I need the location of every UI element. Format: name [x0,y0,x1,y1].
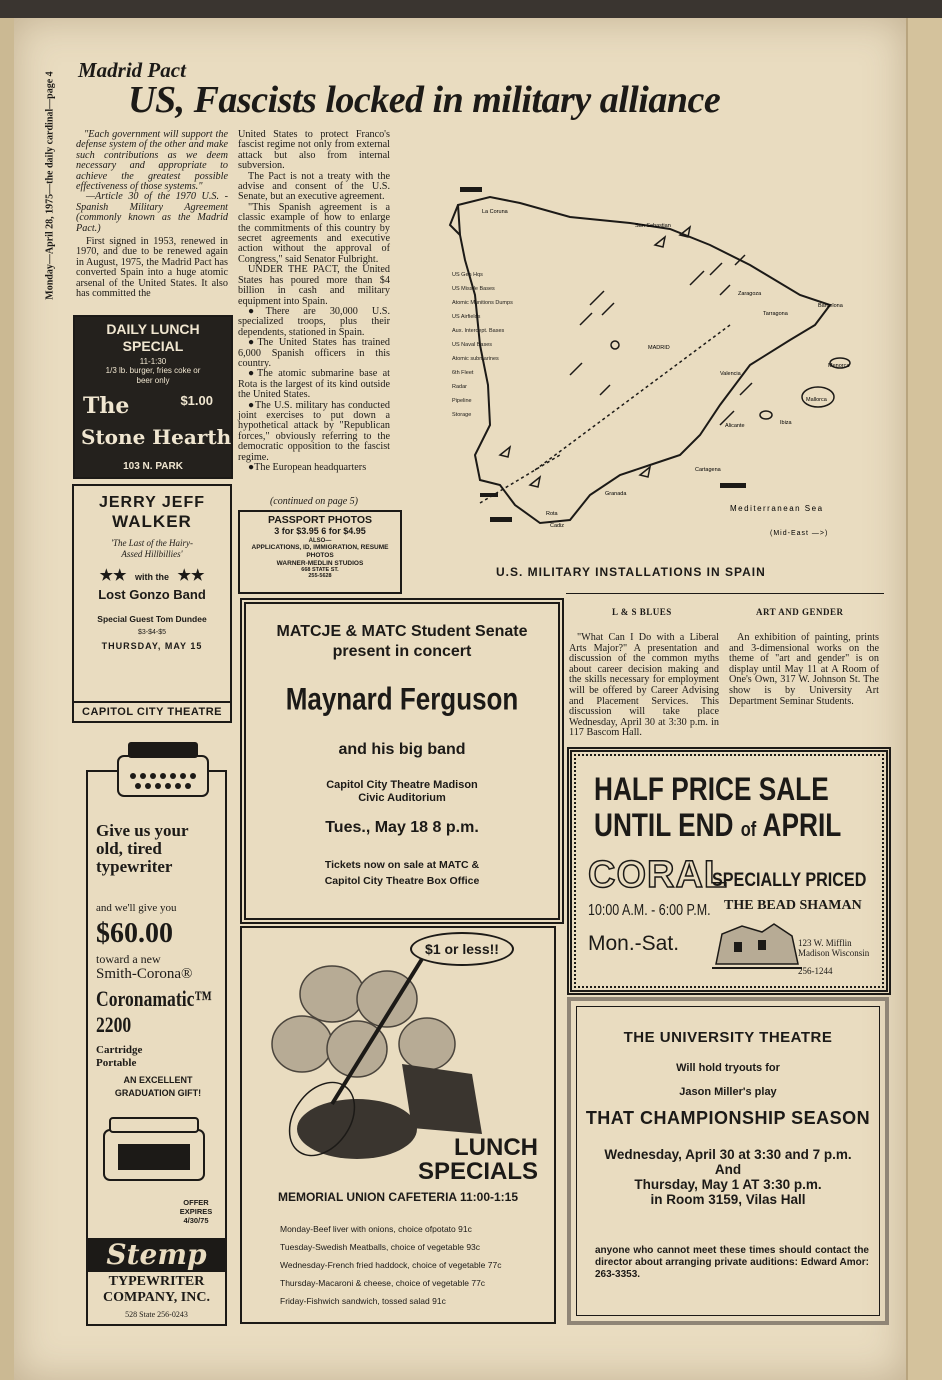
city-label: Alicante [725,423,745,429]
ad-company: TYPEWRITER COMPANY, INC. [103,1274,210,1305]
continued-line: (continued on page 5) [269,496,359,507]
ad-logo-line1: The [83,393,130,419]
ad-band: Lost Gonzo Band [98,587,206,602]
eggs-and-whisk-illustration-icon [262,954,492,1164]
ad-days: Mon.-Sat. [588,932,680,955]
article-bullet: ●There are 30,000 U.S. specialized troops, plus their dependents, stationed in Spain. [238,305,390,338]
city-label: MADRID [648,345,670,351]
city-label: Cadiz [550,523,565,529]
legend-item: Radar [452,384,467,390]
ad-price: 3 for $3.95 6 for $4.95 [274,526,366,536]
ad-prices: $3-$4-$5 [137,629,167,636]
ad-venue: Capitol City Theatre Madison Civic Auditorium [326,779,478,804]
ad-venue: CAPITOL CITY THEATRE [74,701,230,721]
ad-play: THAT CHAMPIONSHIP SEASON [585,1108,871,1128]
ad-when-2: Thursday, May 1 AT 3:30 p.m. [634,1177,822,1192]
ad-headline-2: UNTIL END of APRIL [594,807,842,843]
ad-toward: toward a new [96,952,161,966]
section-rule [566,593,884,594]
ad-model: Coronamatic™ 2200 [96,986,213,1037]
electric-typewriter-illustration-icon [96,1110,216,1190]
ad-address: 668 STATE ST. [301,567,339,573]
article-paragraph: First signed in 1953, renewed in 1970, and due to be renewed again in August, 1975, the Madrid Pact has converted Spain into a huge atomic arsenal of the United States. It also has committed the [76,236,228,300]
city-label: Zaragoza [738,291,762,297]
ad-date: Tues., May 18 8 p.m. [325,819,479,836]
ad-special: SPECIALLY PRICED [712,870,867,891]
article-epigraph-source: —Article 30 of the 1970 U.S. - Spanish Military Agreement (commonly known as the Madrid Pact.) [76,191,228,234]
ad-subtitle: 'The Last of the Hairy-Assed Hillbillies' [111,538,193,559]
legend-item: Pipeline [452,398,472,404]
legend-item: Atomic submarines [452,356,499,362]
city-label: Valencia [720,371,741,377]
city-label: Rota [546,511,558,517]
ad-line: Will hold tryouts for [676,1062,780,1074]
ad-phone: 255-5628 [308,573,332,579]
ad-amount: $60.00 [96,918,173,949]
menu-item: Wednesday-French fried haddock, choice of vegetable 77c [280,1260,502,1270]
ad-title-2: SPECIALS [417,1158,538,1185]
article-column-2 [238,130,390,473]
menu-item: Tuesday-Swedish Meatballs, choice of vegetable 93c [280,1242,481,1252]
ad-hours: 10:00 A.M. - 6:00 P.M. [588,902,711,919]
ad-title: PASSPORT PHOTOS [267,514,373,526]
ad-desc: 1/3 lb. burger, fries coke or beer only [105,366,201,385]
ad-price: $1.00 [180,393,213,408]
ad-guest: Special Guest Tom Dundee [97,614,207,624]
notice-ls-blues: "What Can I Do with a Liberal Arts Major?" A presentation and discussion of the common myths about career decision making and the skills necessary for employment will be offered by Career Advising and Placement Services. This discussion will take place Wednesday, April 30 at 3:30 p.m. in 117 Bascom Hall. [569,632,719,739]
article-column-1 [76,130,228,300]
ad-address: 103 N. PARK [123,461,183,472]
city-label: Granada [605,491,627,497]
article-bullet: ●The United States has trained 6,000 Spanish officers in this country. [238,337,390,369]
article-paragraph: United States to protect Franco's fascist regime not only from external attack but also from internal subversion. [238,129,390,172]
article-bullet: ●The European headquarters [248,462,367,473]
ad-title: THE UNIVERSITY THEATRE [623,1029,833,1046]
article-headline: US, Fascists locked in military alliance [128,79,721,121]
speech-bubble: $1 or less!! [410,932,514,966]
ad-room: in Room 3159, Vilas Hall [650,1192,806,1207]
ad-date: THURSDAY, MAY 15 [101,641,203,651]
stemp-logo: Stemp [88,1238,225,1272]
ad-shop-name: THE BEAD SHAMAN [724,898,862,913]
ad-headline-2: WALKER [112,512,192,531]
menu-list [280,1220,501,1310]
legend-item: 6th Fleet [452,370,474,376]
menu-item: Thursday-Macaroni & cheese, choice of vegetable 77c [280,1278,486,1288]
ad-services: APPLICATIONS, ID, IMMIGRATION, RESUME PHOTOS [251,544,389,559]
city-label: Ibiza [780,420,792,426]
ad-artist: Maynard Ferguson [285,680,519,717]
legend-item: Atomic Munitions Dumps [452,300,513,306]
legend-item: US Naval Bases [452,342,493,348]
ad-address: 123 W. Mifflin Madison Wisconsin [798,938,870,958]
article-paragraph: "This Spanish agreement is a classic example of how to enlarge the commitments of this country by secret agreements and executive action without the approval of Congress," said Senator Fulbright. [238,201,390,265]
passport-photos-ad [238,510,402,594]
ad-studio: WARNER-MEDLIN STUDIOS [276,560,364,567]
menu-item: Friday-Fishwich sandwich, tossed salad 91c [280,1296,446,1306]
city-label: San Sebastian [635,223,671,229]
ad-band: and his big band [338,741,466,758]
maynard-ferguson-ad [240,598,564,924]
map-title: U.S. MILITARY INSTALLATIONS IN SPAIN [496,565,766,579]
legend-item: US Missile Bases [452,286,495,292]
ad-title-1: LUNCH [454,1134,538,1161]
article-paragraph: The Pact is not a treaty with the advise and consent of the U.S. Senate, but an executive agreement. [238,170,390,203]
ad-place: MEMORIAL UNION CAFETERIA 11:00-1:15 [277,1190,519,1204]
city-label: Barcelona [818,303,843,309]
notice-heading: L & S BLUES [612,607,672,617]
ad-title: DAILY LUNCH SPECIAL [106,321,200,354]
star-icon: ★★ [177,567,205,584]
ad-logo-line2: Stone Hearth [81,425,232,449]
ad-headline-1: HALF PRICE SALE [594,771,829,807]
article-bullet: ●The atomic submarine base at Rota is the largest of its kind outside the United States. [238,368,390,401]
ad-when-1: Wednesday, April 30 at 3:30 and 7 p.m. [604,1147,852,1162]
ad-headline-1: JERRY JEFF [98,494,206,511]
stone-hearth-ad [73,315,233,479]
adjacent-page-edge [906,18,942,1380]
ad-note: anyone who cannot meet these times should contact the director about arranging private auditions: Edward Amor: 263-3353. [595,1245,869,1280]
ad-give-line: Give us your old, tired typewriter [96,821,189,876]
ad-brand: Smith-Corona® [96,966,193,982]
binding-edge [0,18,14,1380]
ad-gift: AN EXCELLENT GRADUATION GIFT! [114,1075,202,1098]
typewriter-illustration-icon [108,736,218,806]
ad-and: And [714,1162,742,1177]
article-paragraph: UNDER THE PACT, the United States has poured more than $4 billion in cash and military equipment into Spain. [238,264,390,307]
bead-shaman-ad [567,747,891,995]
jerry-jeff-walker-ad [72,484,232,723]
page-folio: Monday—April 28, 1975—the daily cardinal—page 4 [44,71,56,300]
university-theatre-ad [567,997,889,1325]
ad-give-you: and we'll give you [96,902,177,914]
ad-coral: CORAL [588,854,729,896]
ad-line: Jason Miller's play [679,1086,777,1098]
legend-item: Storage [452,412,472,418]
map-legend [434,268,513,422]
article-bullet: ●The U.S. military has conducted joint exercises to put down a hypothetical attack by "Republican forces," obviously referring to the democratic opposition to the fascist regime. [238,399,390,463]
ad-also: ALSO— [308,538,332,544]
adobe-house-illustration-icon [712,914,802,970]
ad-tickets: Tickets now on sale at MATC & Capitol City Theatre Box Office [324,859,480,887]
mideast-label: (Mid-East —>) [770,530,829,537]
article-epigraph: "Each government will support the defense system of the other and make such contributions as we deem necessary and appropriate to achieve the greatest possible effectiveness of those systems." [76,129,228,193]
ad-phone: 256-1244 [798,966,833,976]
ad-address: 528 State 256-0243 [125,1310,188,1319]
city-label: Mallorca [806,397,827,403]
legend-item: US Gen Hqs [452,272,483,278]
memorial-union-lunch-ad [240,926,556,1324]
city-label: Menorca [828,363,850,369]
star-icon: ★★ [99,567,127,584]
ad-presenter: MATCJE & MATC Student Senate present in concert [276,623,528,660]
ad-cartridge: Cartridge Portable [96,1044,143,1069]
notice-art-gender: An exhibition of painting, prints and 3-dimensional works on the theme of "art and gender" is on display until May 11 at A Room of One's Own, 317 W. Johnson St. The show is by University Art Department Seminar Students. [729,632,879,707]
legend-item: US Airfields [452,314,481,320]
stemp-typewriter-ad [86,770,227,1326]
ad-with-line: ★★ with the ★★ [99,567,205,584]
ad-hours: 11-1:30 [139,357,167,366]
ad-offer: OFFER EXPIRES 4/30/75 [179,1198,213,1225]
menu-item: Monday-Beef liver with onions, choice ofpotato 91c [280,1224,472,1234]
notice-heading: ART AND GENDER [756,607,844,617]
legend-item: Aux. Intercept. Bases [452,328,505,334]
city-label: Cartagena [695,467,721,473]
city-label: Tarragona [763,311,788,317]
sea-label: Mediterranean Sea [730,504,824,513]
article-kicker: Madrid Pact [78,58,186,82]
city-label: La Coruna [482,209,508,215]
